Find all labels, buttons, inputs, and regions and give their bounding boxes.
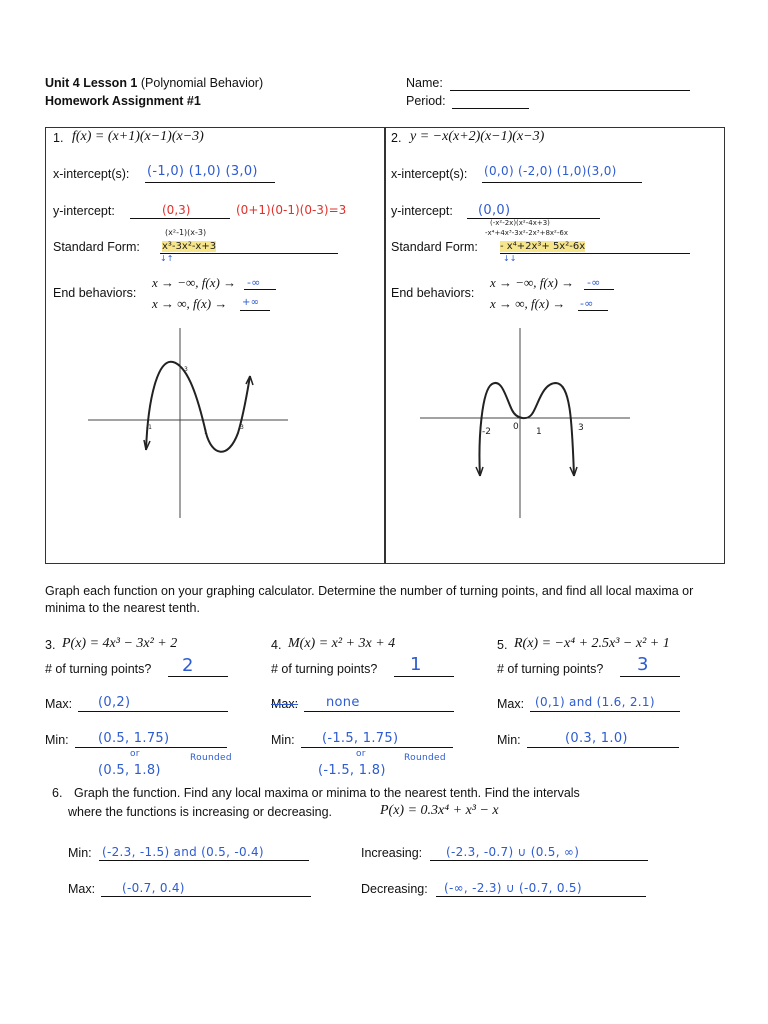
p1-yint-label: y-intercept: (53, 204, 115, 218)
lesson-title: Unit 4 Lesson 1 (Polynomial Behavior) (45, 76, 264, 90)
p2-label-neg2: -2 (482, 427, 491, 437)
p3-min-answer: (0.5, 1.75) (98, 731, 170, 746)
p1-end1: x → −∞, f(x) → (152, 275, 237, 290)
p5-turn-line (620, 676, 680, 677)
p6-max-line (101, 896, 311, 897)
p3-function: P(x) = 4x³ − 3x² + 2 (62, 636, 178, 651)
p2-yint-answer: (0,0) (478, 203, 511, 218)
p1-end-label: End behaviors: (53, 286, 137, 300)
name-label: Name: (406, 76, 443, 90)
p4-rounded: Rounded (404, 753, 446, 763)
p5-turn-label: # of turning points? (497, 662, 604, 676)
p1-number: 1. (53, 131, 64, 145)
p1-end1-line (244, 289, 276, 290)
p6-dec-label: Decreasing: (361, 882, 428, 896)
p6-max-answer: (-0.7, 0.4) (122, 881, 185, 895)
p5-max-label: Max: (497, 697, 525, 711)
p2-std-line (500, 253, 690, 254)
p6-text2: where the functions is increasing or decreasing. (68, 805, 333, 819)
p2-end1-answer: -∞ (587, 276, 601, 289)
p6-dec-answer: (-∞, -2.3) ∪ (-0.7, 0.5) (444, 881, 582, 895)
p2-label-1: 1 (536, 427, 542, 437)
p5-max-answer: (0,1) and (1.6, 2.1) (535, 695, 655, 709)
p2-end2-line (578, 310, 608, 311)
p2-end-label: End behaviors: (391, 286, 475, 300)
p6-min-line (99, 860, 309, 861)
p1-std-work: (x²-1)(x-3) (165, 228, 207, 237)
p5-max-line (530, 711, 680, 712)
p6-inc-line (430, 860, 648, 861)
p4-alt: (-1.5, 1.8) (318, 763, 386, 778)
period-field[interactable] (452, 108, 529, 109)
p3-or: or (130, 749, 140, 759)
p3-turn-answer: 2 (182, 655, 194, 676)
p1-label-neg1: -1 (146, 424, 152, 431)
p2-end1-line (584, 289, 614, 290)
p3-max-answer: (0,2) (98, 695, 131, 710)
p2-graph (420, 328, 630, 518)
p1-end2-line (240, 310, 270, 311)
name-field[interactable] (450, 90, 690, 91)
p2-std-arrows: ↓↓ (503, 254, 517, 263)
p6-text1: Graph the function. Find any local maxima or minima to the nearest tenth. Find the intervals (74, 786, 580, 800)
p1-yint-line (130, 218, 230, 219)
p4-turn-label: # of turning points? (271, 662, 378, 676)
p5-min-answer: (0.3, 1.0) (565, 731, 628, 746)
p2-label-3: 3 (578, 423, 584, 433)
p3-rounded: Rounded (190, 753, 232, 763)
p5-number: 5. (497, 638, 508, 652)
p2-std-label: Standard Form: (391, 240, 478, 254)
p3-min-label: Min: (45, 733, 69, 747)
p1-std-answer: x³-3x²-x+3 (162, 241, 217, 252)
p1-std-label: Standard Form: (53, 240, 140, 254)
p4-max-line (304, 711, 454, 712)
p4-number: 4. (271, 638, 282, 652)
p3-turn-line (168, 676, 228, 677)
p3-number: 3. (45, 638, 56, 652)
p5-turn-answer: 3 (637, 654, 649, 675)
p2-xint-line (482, 182, 642, 183)
p4-max-answer: none (326, 695, 360, 710)
p6-min-label: Min: (68, 846, 92, 860)
p6-inc-answer: (-2.3, -0.7) ∪ (0.5, ∞) (446, 845, 580, 859)
p1-function: f(x) = (x+1)(x−1)(x−3) (72, 129, 204, 144)
p2-label-0: 0 (513, 422, 519, 432)
p1-std-arrows: ↓↑ (160, 254, 174, 263)
p4-turn-answer: 1 (410, 654, 422, 675)
p3-max-label: Max: (45, 697, 73, 711)
p3-min-line (75, 747, 227, 748)
p1-yint-work: (0+1)(0-1)(0-3)=3 (236, 203, 347, 217)
p2-end2-answer: -∞ (580, 297, 594, 310)
p6-number: 6. (52, 786, 63, 800)
period-label: Period: (406, 94, 446, 108)
p4-function: M(x) = x² + 3x + 4 (288, 636, 396, 651)
p1-graph (88, 328, 288, 518)
p3-alt: (0.5, 1.8) (98, 763, 161, 778)
p6-inc-label: Increasing: (361, 846, 423, 860)
p4-turn-line (394, 676, 454, 677)
p6-min-answer: (-2.3, -1.5) and (0.5, -0.4) (102, 845, 264, 859)
p1-label-yint: 3 (184, 366, 188, 373)
p3-max-line (78, 711, 228, 712)
p3-turn-label: # of turning points? (45, 662, 152, 676)
p1-xint-line (145, 182, 275, 183)
p4-or: or (356, 749, 366, 759)
p2-std-answer: - x⁴+2x³+ 5x²-6x (500, 241, 586, 252)
p1-label-3: 3 (240, 424, 244, 431)
p1-end2-answer: +∞ (242, 297, 260, 308)
p1-std-line (160, 253, 338, 254)
p5-min-label: Min: (497, 733, 521, 747)
p1-xint-answer: (-1,0) (1,0) (3,0) (147, 164, 258, 179)
p4-min-label: Min: (271, 733, 295, 747)
p1-yint-answer: (0,3) (162, 203, 191, 217)
p2-xint-label: x-intercept(s): (391, 167, 468, 181)
p2-number: 2. (391, 131, 402, 145)
p4-min-line (301, 747, 453, 748)
p1-xint-label: x-intercept(s): (53, 167, 130, 181)
p2-std-work1: (-x²-2x)(x²-4x+3) (490, 219, 550, 227)
p2-end1: x → −∞, f(x) → (490, 275, 575, 290)
p2-curve (480, 383, 575, 476)
p2-function: y = −x(x+2)(x−1)(x−3) (410, 129, 545, 144)
p1-label-1: 1 (204, 429, 208, 436)
p5-function: R(x) = −x⁴ + 2.5x³ − x² + 1 (514, 636, 670, 651)
p1-curve (146, 362, 250, 452)
assignment-title: Homework Assignment #1 (45, 94, 201, 108)
p6-dec-line (436, 896, 646, 897)
p4-max-label: Max: (271, 697, 299, 711)
p1-end2: x → ∞, f(x) → (152, 296, 228, 311)
p6-max-label: Max: (68, 882, 96, 896)
p6-function: P(x) = 0.3x⁴ + x³ − x (380, 803, 499, 818)
p2-std-work2: -x⁴+4x³-3x²-2x³+8x²-6x (485, 229, 568, 237)
p5-min-line (527, 747, 679, 748)
p4-min-answer: (-1.5, 1.75) (322, 731, 399, 746)
p2-yint-label: y-intercept: (391, 204, 453, 218)
p2-end2: x → ∞, f(x) → (490, 296, 566, 311)
p2-xint-answer: (0,0) (-2,0) (1,0)(3,0) (484, 164, 617, 178)
instructions: Graph each function on your graphing calculator. Determine the number of turning points, and find all local maxima or minima to the nearest tenth. (45, 584, 694, 615)
p1-end1-answer: -∞ (247, 276, 261, 289)
